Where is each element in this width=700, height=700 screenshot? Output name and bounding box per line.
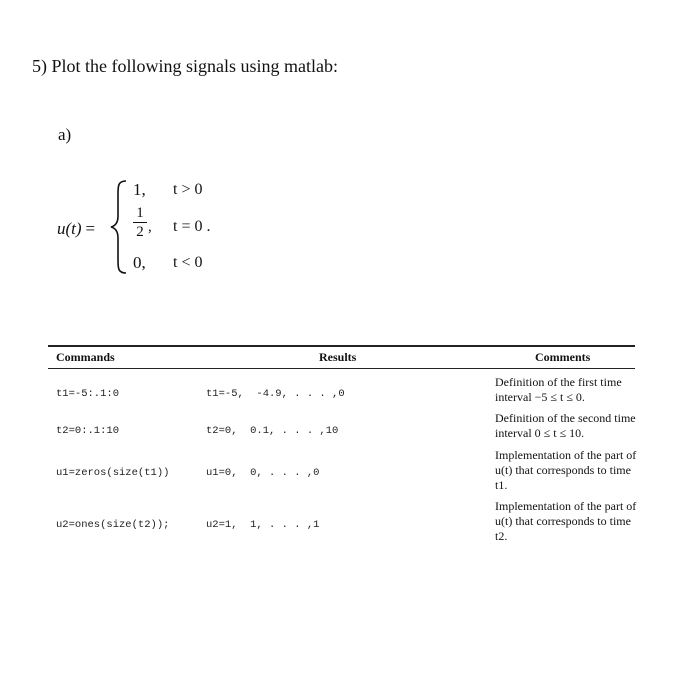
case-2-fraction <box>133 205 147 240</box>
header-commands: Commands <box>56 350 115 364</box>
row-1-result: t1=-5, -4.9, . . . ,0 <box>206 388 345 400</box>
row-4-result: u2=1, 1, . . . ,1 <box>206 519 320 531</box>
table-top-rule <box>48 345 635 347</box>
equation-equals: = <box>85 219 96 238</box>
row-3-comment: Implementation of the part of u(t) that corresponds to time t1. <box>495 448 637 492</box>
row-3-result: u1=0, 0, . . . ,0 <box>206 467 320 479</box>
row-1-command: t1=-5:.1:0 <box>56 388 120 400</box>
question-title: 5) Plot the following signals using matlab: <box>32 56 338 76</box>
case-3-value: 0, <box>133 253 146 272</box>
equation-lhs <box>57 219 95 239</box>
fraction-bar <box>133 222 147 223</box>
case-3-condition: t < 0 <box>173 254 203 271</box>
row-4-comment: Implementation of the part of u(t) that corresponds to time t2. <box>495 499 637 543</box>
case-2-comma: , <box>148 219 152 235</box>
row-2-command: t2=0:.1:10 <box>56 425 120 437</box>
left-brace-icon <box>108 178 130 276</box>
table-header-rule <box>48 368 635 369</box>
row-4-command: u2=ones(size(t2)); <box>56 519 170 531</box>
header-comments: Comments <box>535 350 591 364</box>
case-1-value: 1, <box>133 180 146 199</box>
case-2-numerator: 1 <box>136 205 144 221</box>
equation-function: u(t) <box>57 219 82 238</box>
row-2-result: t2=0, 0.1, . . . ,10 <box>206 425 339 437</box>
case-2-denominator: 2 <box>136 224 144 240</box>
part-label: a) <box>58 125 72 144</box>
header-results: Results <box>319 350 357 364</box>
row-1-comment: Definition of the first time interval −5 ≤ t ≤ 0. <box>495 375 622 404</box>
row-3-command: u1=zeros(size(t1)) <box>56 467 170 479</box>
case-2-condition: t = 0 . <box>173 218 211 235</box>
case-1-condition: t > 0 <box>173 181 203 198</box>
row-2-comment: Definition of the second time interval 0 ≤ t ≤ 10. <box>495 411 636 440</box>
